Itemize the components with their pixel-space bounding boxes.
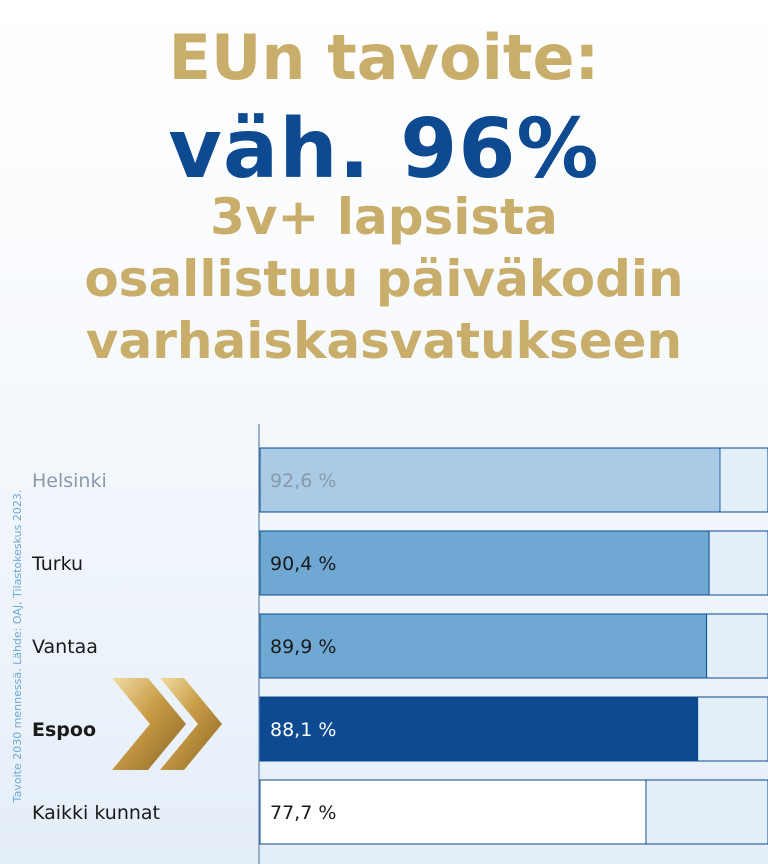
headline-subtitle-2: osallistuu päiväkodin	[84, 250, 684, 308]
category-label: Helsinki	[32, 470, 107, 492]
value-label: 88,1 %	[270, 719, 337, 741]
headline-subtitle-3: varhaiskasvatukseen	[85, 312, 683, 370]
headline-subtitle-1: 3v+ lapsista	[210, 188, 558, 246]
category-label: Kaikki kunnat	[32, 802, 161, 824]
bar-chart	[0, 420, 768, 864]
headline-percentage: väh. 96%	[168, 102, 600, 197]
value-label: 89,9 %	[270, 636, 337, 658]
value-label: 92,6 %	[270, 470, 337, 492]
category-label: Turku	[32, 553, 84, 575]
headline-goal: EUn tavoite:	[168, 21, 600, 94]
chevron-arrow-icon	[112, 678, 222, 770]
category-label: Espoo	[32, 719, 96, 741]
value-label: 90,4 %	[270, 553, 337, 575]
value-label: 77,7 %	[270, 802, 337, 824]
source-note: Tavoite 2030 mennessä. Lähde: OAJ, Tilastokeskus 2023.	[11, 489, 24, 803]
category-label: Vantaa	[32, 636, 98, 658]
